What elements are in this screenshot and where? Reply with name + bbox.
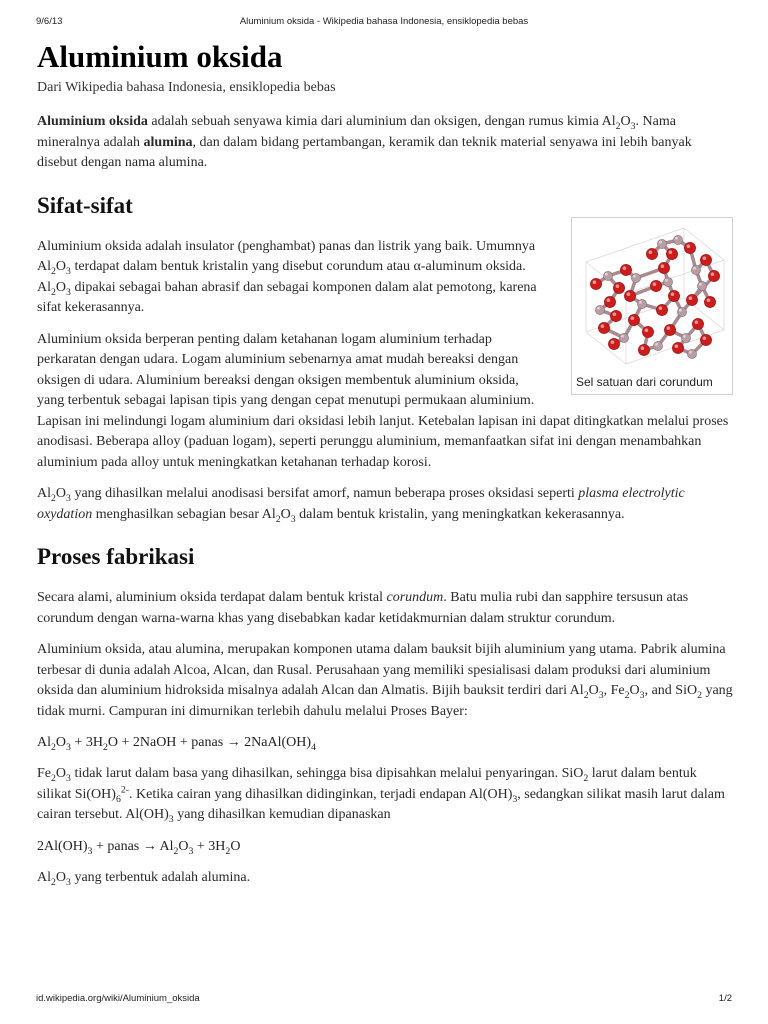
- oxygen-atom: [692, 318, 703, 329]
- proses-paragraph-3: $Fe_2O_3$ tidak larut dalam basa yang dihasilkan, sehingga bisa dipisahkan melalui penyaringan. SiO$_2$ larut dalam bentuk silikat $Si(OH)_6^{2-}$. Ketika cairan yang dihasilkan didinginkan, terjadi endapan $Al(OH)_3$, sedangkan silikat masih larut dalam cairan tersebut. $Al(OH)_3$ yang dihasilkan kemudian dipanaskan: [37, 766, 725, 825]
- aluminium-atom: [637, 299, 646, 308]
- atom-highlight: [665, 278, 668, 281]
- print-page-number: 1/2: [718, 993, 732, 1004]
- oxygen-atom: [613, 282, 624, 293]
- atom-highlight: [616, 284, 620, 288]
- aluminium-atom: [681, 333, 690, 342]
- oxygen-atom: [620, 264, 631, 275]
- atom-highlight: [703, 336, 707, 340]
- aluminium-atom: [653, 341, 662, 350]
- atom-highlight: [699, 282, 702, 285]
- atom-highlight: [687, 244, 691, 248]
- atom-highlight: [671, 292, 675, 296]
- atom-highlight: [711, 272, 715, 276]
- article-content: [37, 36, 733, 899]
- corundum-unit-cell-image[interactable]: [574, 220, 730, 370]
- atom-highlight: [633, 274, 636, 277]
- aluminium-atom: [631, 273, 640, 282]
- atom-highlight: [593, 280, 597, 284]
- atom-highlight: [707, 298, 711, 302]
- print-footer: [36, 993, 732, 1007]
- aluminium-atom: [595, 305, 604, 314]
- oxygen-atom: [642, 326, 653, 337]
- print-url: id.wikipedia.org/wiki/Aluminium_oksida: [36, 993, 200, 1004]
- oxygen-atom: [608, 338, 619, 349]
- atom-highlight: [675, 344, 679, 348]
- print-header: [36, 16, 732, 30]
- atom-highlight: [611, 340, 615, 344]
- oxygen-atom: [686, 294, 697, 305]
- oxygen-atom: [672, 342, 683, 353]
- atom-highlight: [659, 306, 663, 310]
- oxygen-atom: [708, 270, 719, 281]
- oxygen-atom: [590, 278, 601, 289]
- oxygen-atom: [610, 310, 621, 321]
- atom-highlight: [631, 316, 635, 320]
- atom-highlight: [695, 320, 699, 324]
- sifat-paragraph-1: Aluminium oksida adalah insulator (penghambat) panas dan listrik yang baik. Umumnya $Al_2O_3$ terdapat dalam bentuk kristalin yang disebut corundum atau α-aluminum oksida. $Al_2O_3$ dipakai sebagai bahan abrasif dan sebagai komponen dalam alat pemotong, karena sifat kekerasannya.: [37, 238, 537, 315]
- equation-bayer: $Al_2O_3 + 3H_2O$ + 2NaOH + panas → $2NaAl(OH)_4$: [37, 735, 316, 753]
- oxygen-atom: [646, 248, 657, 259]
- aluminium-atom: [697, 281, 706, 290]
- sifat-paragraph-2: Aluminium oksida berperan penting dalam ketahanan logam aluminium terhadap perkaratan dengan udara. Logam aluminium sebenarnya amat mudah bereaksi dengan oksigen di udara. Aluminium bereaksi dengan oksigen membentuk aluminium oksida, yang terbentuk sebagai lapisan tipis yang dengan cepat menutupi permukaan aluminium. Lapisan ini melindungi logam aluminium dari oksidasi lebih lanjut. Ketebalan lapisan ini dapat ditingkatkan melalui proses anodisasi. Beberapa alloy (paduan logam), seperti perunggu aluminium, memanfaatkan sifat ini dengan menambahkan aluminium pada alloy untuk meningkatkan ketahanan terhadap korosi.: [37, 331, 729, 470]
- print-date: 9/6/13: [36, 16, 63, 27]
- atom-highlight: [679, 308, 682, 311]
- atom-highlight: [641, 346, 645, 350]
- atom-highlight: [669, 250, 673, 254]
- atom-highlight: [621, 334, 624, 337]
- oxygen-atom: [704, 296, 715, 307]
- atom-highlight: [605, 272, 608, 275]
- oxygen-atom: [700, 334, 711, 345]
- oxygen-atom: [684, 242, 695, 253]
- atom-highlight: [659, 240, 662, 243]
- oxygen-atom: [624, 290, 635, 301]
- aluminium-atom: [657, 239, 666, 248]
- bold-term: alumina: [143, 134, 193, 150]
- oxygen-atom: [666, 248, 677, 259]
- aluminium-atom: [691, 265, 700, 274]
- atom-highlight: [689, 350, 692, 353]
- atom-highlight: [655, 342, 658, 345]
- italic-term: plasma electrolytic oxydation: [37, 486, 685, 522]
- section-heading-proses: Proses fabrikasi: [37, 544, 195, 569]
- aluminium-atom: [619, 333, 628, 342]
- atom-highlight: [639, 300, 642, 303]
- oxygen-atom: [700, 254, 711, 265]
- bold-term: Aluminium oksida: [37, 114, 148, 129]
- proses-paragraph-2: Aluminium oksida, atau alumina, merupakan komponen utama dalam bauksit bijih aluminium yang utama. Pabrik alumina terbesar di dunia adalah Alcoa, Alcan, dan Rusal. Perusahaan yang memiliki spesialisasi dalam produksi dari aluminium oksida dan aluminium hidroksida misalnya adalah Alcan dan Almatis. Bijih bauksit terdiri dari $Al_2O_3$, $Fe_2O_3$, and SiO$_2$ yang tidak murni. Campuran ini dimurnikan terlebih dahulu melalui Proses Bayer:: [37, 642, 733, 719]
- sifat-paragraph-3: $Al_2O_3$ yang dihasilkan melalui anodisasi bersifat amorf, namun beberapa proses oksidasi seperti plasma electrolytic oxydation menghasilkan sebagian besar $Al_2O_3$ dalam bentuk kristalin, yang meningkatkan kekerasannya.: [37, 486, 685, 525]
- atom-highlight: [661, 264, 665, 268]
- aluminium-atom: [677, 307, 686, 316]
- atom-highlight: [627, 292, 631, 296]
- atom-highlight: [645, 328, 649, 332]
- intro-paragraph: Aluminium oksida adalah sebuah senyawa kimia dari aluminium dan oksigen, dengan rumus kimia $Al_2O_3$. Nama mineralnya adalah alumina, dan dalam bidang pertambangan, keramik dan teknik material senyawa ini lebih banyak disebut dengan nama alumina.: [37, 114, 692, 170]
- atom-highlight: [683, 334, 686, 337]
- oxygen-atom: [628, 314, 639, 325]
- print-page-title: Aluminium oksida - Wikipedia bahasa Indonesia, ensiklopedia bebas: [239, 16, 529, 27]
- atom-highlight: [607, 298, 611, 302]
- atom-highlight: [653, 282, 657, 286]
- atom-highlight: [623, 266, 627, 270]
- oxygen-atom: [658, 262, 669, 273]
- oxygen-atom: [598, 322, 609, 333]
- site-tagline: Dari Wikipedia bahasa Indonesia, ensiklopedia bebas: [37, 80, 336, 95]
- oxygen-atom: [656, 304, 667, 315]
- atom-highlight: [597, 306, 600, 309]
- figure-corundum[interactable]: [571, 217, 733, 395]
- oxygen-atom: [664, 324, 675, 335]
- equation-calcination: $2Al(OH)_3$ + panas → $Al_2O_3 + 3H_2O$: [37, 838, 241, 857]
- oxygen-atom: [650, 280, 661, 291]
- atom-highlight: [613, 312, 617, 316]
- aluminium-atom: [673, 235, 682, 244]
- atom-highlight: [675, 236, 678, 239]
- oxygen-atom: [638, 344, 649, 355]
- atom-highlight: [689, 296, 693, 300]
- proses-paragraph-1: Secara alami, aluminium oksida terdapat dalam bentuk kristal corundum. Batu mulia rubi dan sapphire tersusun atas corundum dengan warna-warna khas yang disebabkan kadar ketidakmurnian dalam struktur corundum.: [37, 590, 689, 626]
- aluminium-atom: [603, 271, 612, 280]
- italic-term: corundum: [386, 590, 444, 605]
- proses-paragraph-4: $Al_2O_3$ yang terbentuk adalah alumina.: [37, 869, 251, 888]
- section-heading-sifat: Sifat-sifat: [37, 192, 133, 218]
- atom-highlight: [693, 266, 696, 269]
- oxygen-atom: [668, 290, 679, 301]
- page-title: Aluminium oksida: [37, 39, 283, 74]
- oxygen-atom: [604, 296, 615, 307]
- atom-highlight: [667, 326, 671, 330]
- aluminium-atom: [687, 349, 696, 358]
- atom-highlight: [703, 256, 707, 260]
- atom-highlight: [601, 324, 605, 328]
- figure-caption: Sel satuan dari corundum: [576, 374, 713, 389]
- atom-highlight: [649, 250, 653, 254]
- aluminium-atom: [663, 277, 672, 286]
